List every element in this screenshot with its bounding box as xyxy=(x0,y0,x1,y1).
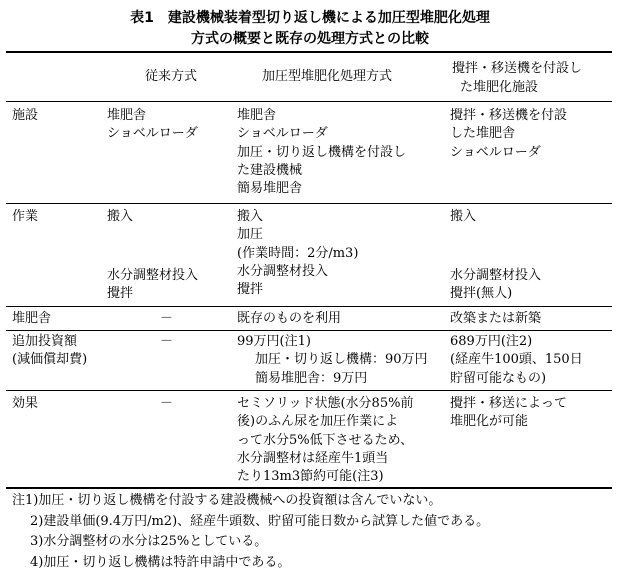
row-label-facility: 施設 xyxy=(12,108,39,123)
note-1: 注1)加圧・切り返し機構を付設する建設機械への投資額は含んでいない。 xyxy=(12,493,442,508)
work-conventional-top: 搬入 xyxy=(107,209,134,224)
bottom-rule xyxy=(6,487,612,489)
header-stirring-line-2: た堆肥化施設 xyxy=(460,80,539,95)
investment-conventional: － xyxy=(160,334,174,349)
row-rule-barn xyxy=(6,330,612,331)
row-rule-work xyxy=(6,306,612,307)
row-rule-facility xyxy=(6,203,612,204)
header-conventional: 従来方式 xyxy=(145,69,198,84)
row-label-investment: 追加投資額 (減価償却費) xyxy=(12,334,88,368)
header-stirring-line-1: 攪拌・移送機を付設し xyxy=(452,61,583,76)
facility-pressurized: 堆肥舎 ショベルローダ 加圧・切り返し機構を付設し た建設機械 簡易堆肥舎 xyxy=(237,108,407,197)
barn-pressurized: 既存のものを利用 xyxy=(237,311,342,326)
row-label-work: 作業 xyxy=(12,209,39,224)
note-4: 4)加圧・切り返し機構は特許申請中である。 xyxy=(30,554,291,570)
effect-conventional: － xyxy=(160,396,174,411)
table-notes xyxy=(12,491,489,573)
barn-stirring: 改築または新築 xyxy=(450,311,542,326)
table-title-line-2: 方式の概要と既存の処理方式との比較 xyxy=(191,31,429,47)
investment-stirring: 689万円(注2) (経産牛100頭、150日 貯留可能なもの) xyxy=(450,334,583,386)
investment-pressurized: 99万円(注1) 加圧・切り返し機構：90万円 簡易堆肥舎：9万円 xyxy=(237,334,428,386)
work-stirring-top: 搬入 xyxy=(450,209,477,224)
header-rule xyxy=(6,101,612,102)
facility-stirring: 攪拌・移送機を付設 した堆肥舎 ショベルローダ xyxy=(450,108,568,160)
work-conventional-bottom: 水分調整材投入 攪拌 xyxy=(107,268,199,302)
note-2: 2)建設単価(9.4万円/m2)、経産牛頭数、貯留可能日数から試算した値である。 xyxy=(30,513,490,529)
effect-pressurized: セミソリッド状態(水分85%前 後)のふん尿を加圧作業によ って水分5%低下させるため、 水分調整材は経産牛1頭当 たり13m3節約可能(注3) xyxy=(237,396,414,485)
work-pressurized: 搬入 加圧 (作業時間：2分/m3) 水分調整材投入 攪拌 xyxy=(237,209,359,298)
work-stirring-bottom: 水分調整材投入 攪拌(無人) xyxy=(450,268,542,302)
row-label-barn: 堆肥舎 xyxy=(12,311,52,326)
row-rule-investment xyxy=(6,390,612,391)
table-title-line-1: 表1 建設機械装着型切り返し機による加圧型堆肥化処理 xyxy=(130,10,490,26)
header-pressurized: 加圧型堆肥化処理方式 xyxy=(262,69,393,84)
facility-conventional: 堆肥舎 ショベルローダ xyxy=(107,108,198,142)
row-label-effect: 効果 xyxy=(12,396,39,411)
effect-stirring: 攪拌・移送によって 堆肥化が可能 xyxy=(450,396,568,430)
note-3: 3)水分調整材の水分は25%としている。 xyxy=(30,534,268,549)
top-rule xyxy=(6,51,612,53)
barn-conventional: － xyxy=(160,311,174,326)
